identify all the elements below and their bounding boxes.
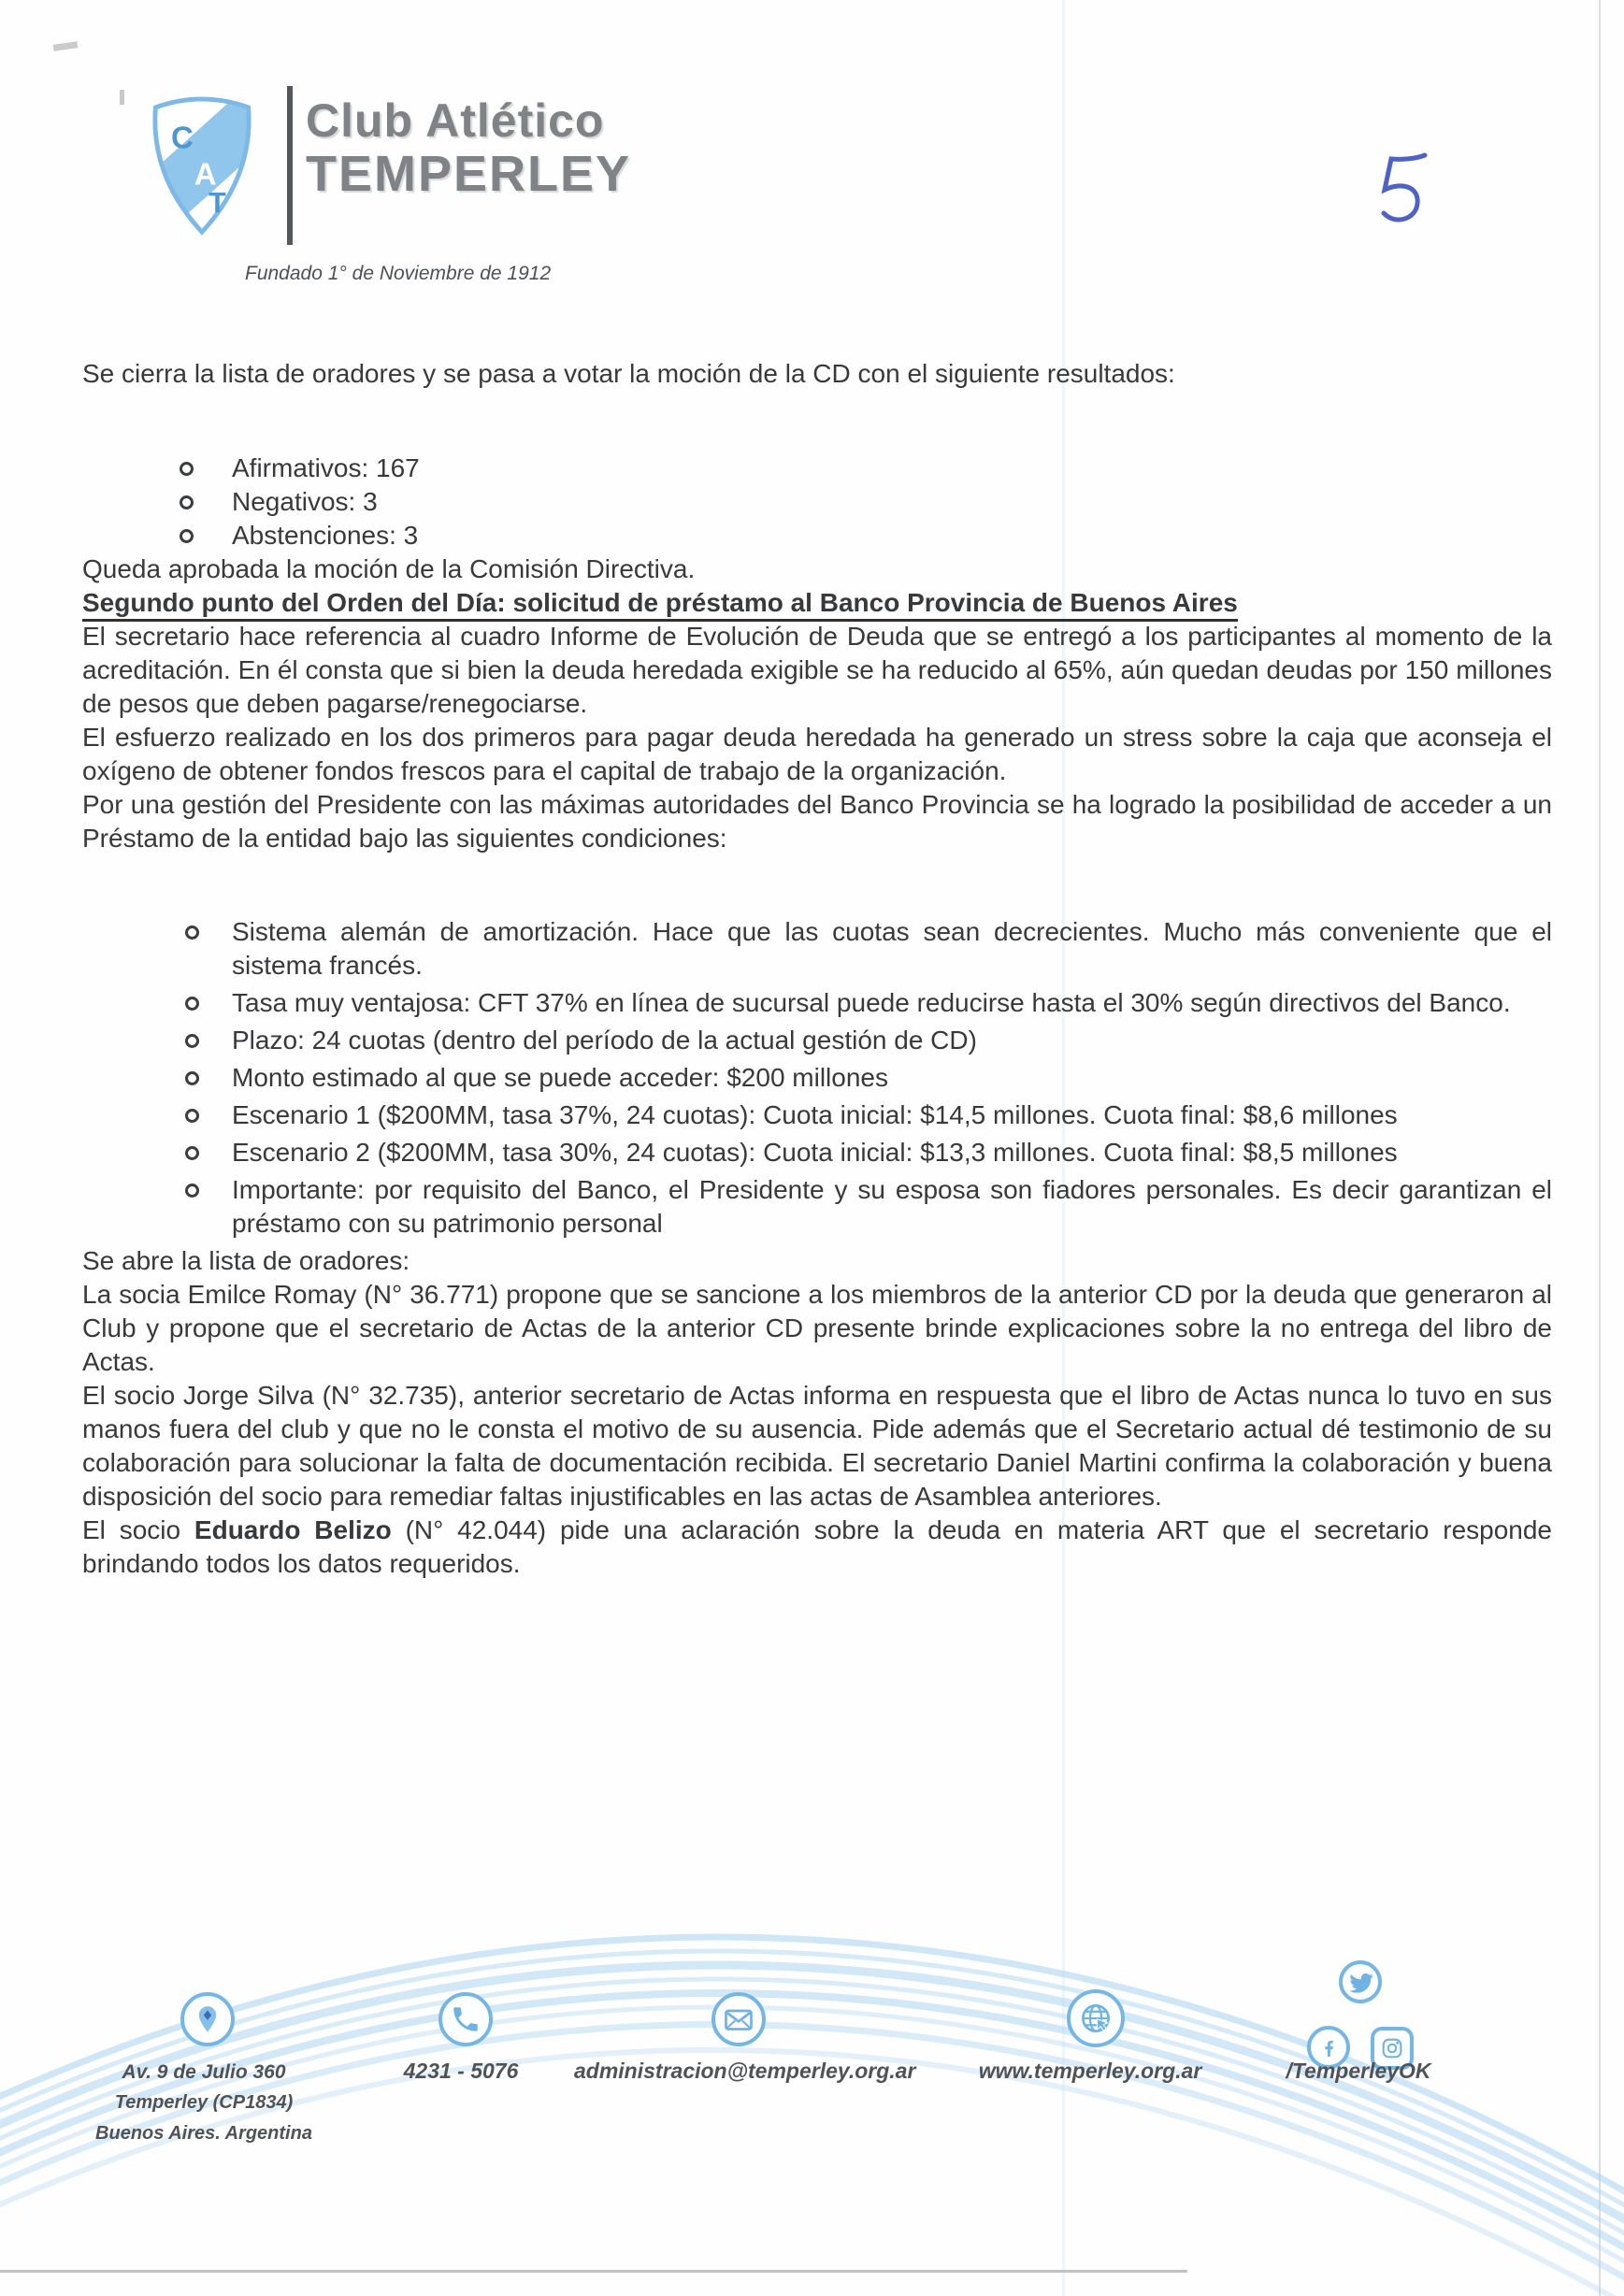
vote-results-list — [82, 452, 1552, 552]
paragraph-speaker-belizo: El socio Eduardo Belizo (N° 42.044) pide una aclaración sobre la deuda en materia ART que el secretario responde brindando todos los datos requeridos. — [82, 1515, 1552, 1578]
paragraph-cash-stress: El esfuerzo realizado en los dos primeros para pagar deuda heredada ha generado un stress sobre la caja que aconseja el oxígeno de obtener fondos frescos para el capital de trabajo de la organización. — [82, 723, 1552, 785]
club-name-line1: Club Atlético — [306, 94, 605, 147]
vote-intro-line: Se cierra la lista de oradores y se pasa a votar la moción de la CD con el siguiente resultados: — [82, 359, 1175, 388]
letterhead-footer — [0, 1907, 1624, 2296]
list-item: Importante: por requisito del Banco, el Presidente y su esposa son fiadores personales. Es decir garantizan el préstamo con su patrimonio personal — [82, 1173, 1552, 1241]
list-item: Escenario 2 ($200MM, tasa 30%, 24 cuotas): Cuota inicial: $13,3 millones. Cuota final: $8,5 millones — [82, 1136, 1552, 1170]
paragraph-speaker-silva: El socio Jorge Silva (N° 32.735), anterior secretario de Actas informa en respuesta que el libro de Actas nunca lo tuvo en sus manos fuera del club y que no le consta el motivo de su ausencia. Pide además que el Secretario actual dé testimonio de su colaboración para solucionar la falta de documentación recibida. El secretario Daniel Martini confirma la colaboración y buena disposición del socio para remediar faltas injustificables en las actas de Asamblea anteriores. — [82, 1381, 1552, 1511]
location-icon — [180, 1992, 235, 2046]
svg-text:C: C — [170, 120, 194, 155]
loan-conditions-list — [82, 915, 1552, 1241]
paragraph-debt-report: El secretario hace referencia al cuadro Informe de Evolución de Deuda que se entregó a los participantes al momento de la acreditación. En él consta que si bien la deuda heredada exigible se ha reducido al 65%, aún quedan deudas por 150 millones de pesos que deben pagarse/renegociarse. — [82, 622, 1552, 718]
paragraph-loan-possibility: Por una gestión del Presidente con las máximas autoridades del Banco Provincia se ha logrado la posibilidad de acceder a un Préstamo de la entidad bajo las siguientes condiciones: — [82, 790, 1552, 853]
twitter-icon — [1339, 1960, 1382, 2003]
list-item: Monto estimado al que se puede acceder: $200 millones — [82, 1061, 1552, 1095]
list-item: Sistema alemán de amortización. Hace que las cuotas sean decrecientes. Mucho más conveniente que el sistema francés. — [82, 915, 1552, 983]
svg-text:T: T — [208, 186, 226, 219]
list-item: Plazo: 24 cuotas (dentro del período de la actual gestión de CD) — [82, 1024, 1552, 1057]
minutes-text-body — [82, 357, 1552, 1581]
address-line: Buenos Aires. Argentina — [95, 2123, 312, 2144]
email-label: administracion@temperley.org.ar — [574, 2059, 916, 2083]
paragraph-speaker-romay: La socia Emilce Romay (N° 36.771) propone que se sancione a los miembros de la anterior CD por la deuda que generaron al Club y propone que el secretario de Actas de la anterior CD presente brinde explicaciones sobre la no entrega del libro de Actas. — [82, 1280, 1552, 1376]
address-line: Temperley (CP1834) — [114, 2092, 294, 2113]
list-item: Escenario 1 ($200MM, tasa 37%, 24 cuotas): Cuota inicial: $14,5 millones. Cuota final: $8,6 millones — [82, 1098, 1552, 1132]
page-bottom-scan-edge — [0, 2270, 1187, 2273]
website-label: www.temperley.org.ar — [978, 2059, 1202, 2083]
list-item: Negativos: 3 — [82, 485, 1552, 519]
logo-divider-bar — [287, 86, 293, 245]
scan-smudge — [120, 90, 124, 105]
club-crest-logo — [147, 96, 257, 237]
founded-tagline: Fundado 1° de Noviembre de 1912 — [245, 263, 552, 284]
member-name-bold: Eduardo Belizo — [194, 1515, 392, 1544]
list-item: Abstenciones: 3 — [82, 519, 1552, 552]
agenda-item-heading: Segundo punto del Orden del Día: solicitud de préstamo al Banco Provincia de Buenos Aires — [82, 586, 1552, 620]
list-item: Afirmativos: 167 — [82, 452, 1552, 485]
speakers-open-line: Se abre la lista de oradores: — [82, 1246, 410, 1275]
phone-label: 4231 - 5076 — [403, 2059, 519, 2083]
handwritten-page-number-5 — [1376, 148, 1432, 230]
website-icon — [1067, 1989, 1125, 2047]
email-icon — [711, 1992, 766, 2046]
svg-text:A: A — [194, 156, 217, 192]
scan-smudge — [53, 41, 79, 51]
approval-line: Queda aprobada la moción de la Comisión Directiva. — [82, 554, 696, 583]
list-item: Tasa muy ventajosa: CFT 37% en línea de sucursal puede reducirse hasta el 30% según directivos del Banco. — [82, 986, 1552, 1020]
address-label — [82, 2057, 325, 2149]
club-name-line2: TEMPERLEY — [306, 146, 632, 202]
phone-icon — [438, 1992, 493, 2046]
social-handle-label: /TemperleyOK — [1286, 2059, 1431, 2083]
address-line: Av. 9 de Julio 360 — [122, 2061, 286, 2083]
